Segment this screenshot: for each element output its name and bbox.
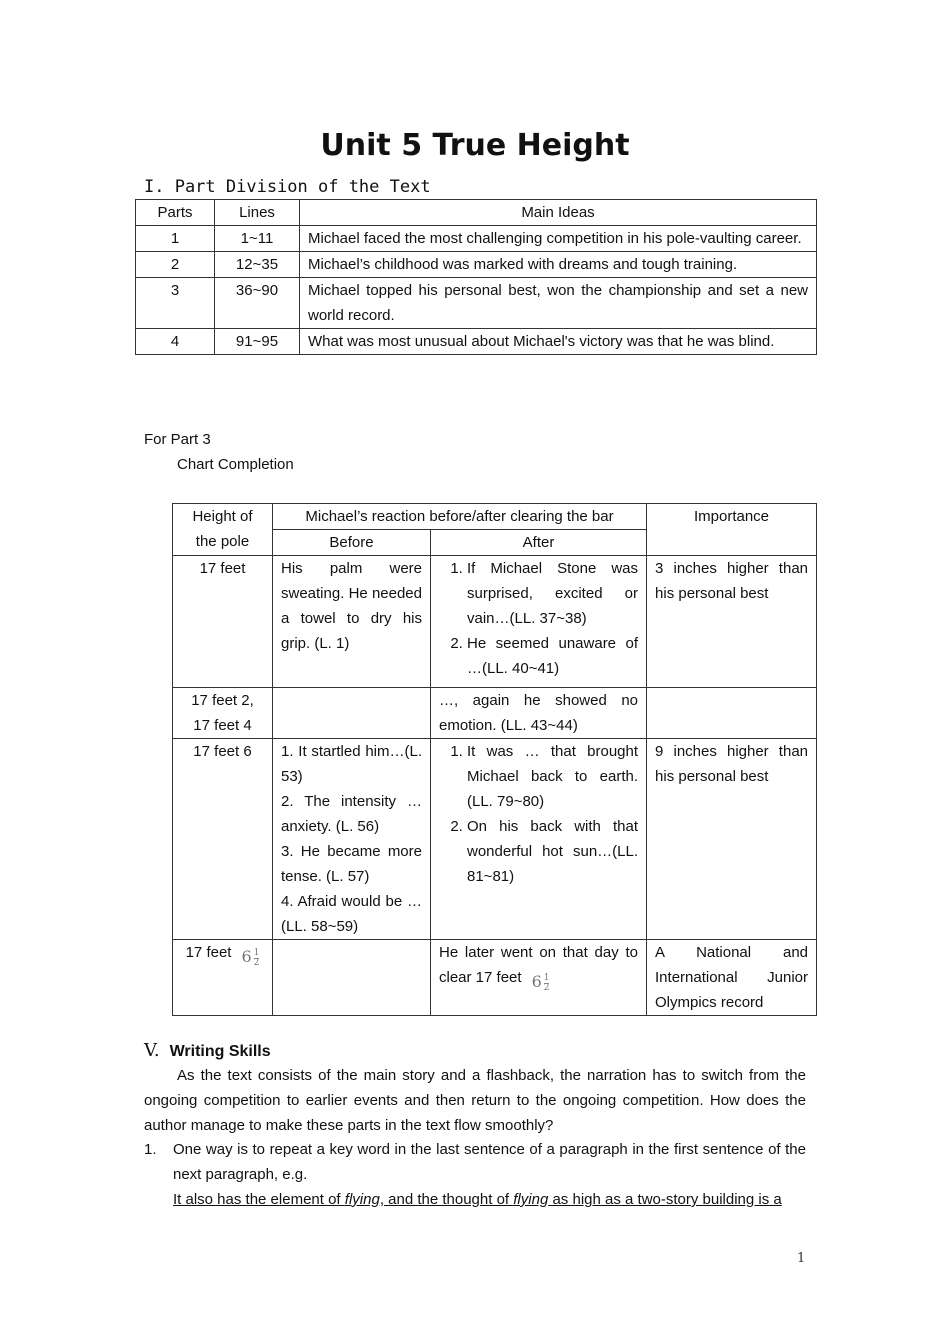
table-row bbox=[173, 556, 817, 688]
table-header-row bbox=[173, 504, 817, 530]
after-cell: …, again he showed no emotion. (LL. 43~44) bbox=[431, 688, 647, 739]
section-number: V. bbox=[144, 1040, 160, 1061]
table-row bbox=[136, 226, 817, 252]
writing-skills-list bbox=[144, 1137, 806, 1212]
lines-cell: 1~11 bbox=[215, 226, 300, 252]
fraction-whole: 6 bbox=[531, 972, 542, 992]
example-emphasis: flying bbox=[344, 1191, 380, 1208]
for-part-label: For Part 3 bbox=[144, 431, 211, 448]
height-text: 17 feet bbox=[185, 944, 232, 961]
example-text: It also has the element of bbox=[173, 1191, 345, 1208]
height-cell: 17 feet bbox=[173, 556, 273, 688]
header-importance: Importance bbox=[647, 504, 817, 556]
section-heading-writing-skills bbox=[144, 1038, 271, 1064]
list-item: 1. If Michael Stone was surprised, excited or vain…(LL. 37~38) bbox=[467, 556, 638, 631]
part-division-table bbox=[135, 199, 817, 355]
part-cell: 1 bbox=[136, 226, 215, 252]
example-text: , and the thought of bbox=[379, 1191, 514, 1208]
main-idea-cell: Michael faced the most challenging competition in his pole-vaulting career. bbox=[300, 226, 817, 252]
part-cell: 3 bbox=[136, 278, 215, 329]
height-line: 17 feet 4 bbox=[193, 717, 252, 734]
list-item: 2. He seemed unaware of …(LL. 40~41) bbox=[467, 631, 638, 681]
table-row bbox=[136, 252, 817, 278]
main-idea-cell: Michael topped his personal best, won the championship and set a new world record. bbox=[300, 278, 817, 329]
before-line: 2. The intensity … anxiety. (L. 56) bbox=[281, 793, 422, 835]
table-row bbox=[173, 940, 817, 1016]
fraction-denominator: 2 bbox=[543, 982, 550, 993]
example-sentence bbox=[173, 1187, 806, 1212]
list-item-text: One way is to repeat a key word in the last sentence of a paragraph in the first sentence of the next paragraph, e.g. bbox=[173, 1141, 806, 1183]
importance-cell: 9 inches higher than his personal best bbox=[647, 739, 817, 940]
after-cell bbox=[431, 556, 647, 688]
part-cell: 2 bbox=[136, 252, 215, 278]
lines-cell: 12~35 bbox=[215, 252, 300, 278]
height-cell bbox=[173, 940, 273, 1016]
header-lines: Lines bbox=[215, 200, 300, 226]
table-row bbox=[173, 739, 817, 940]
list-item-number: 1. bbox=[144, 1141, 157, 1158]
table-row bbox=[136, 329, 817, 355]
fraction-numerator: 1 bbox=[543, 972, 550, 983]
page-number: 1 bbox=[797, 1251, 806, 1266]
header-height: Height of the pole bbox=[173, 504, 273, 556]
importance-cell bbox=[647, 688, 817, 739]
before-cell bbox=[273, 739, 431, 940]
table-row bbox=[136, 278, 817, 329]
before-line: 1. It startled him…(L. 53) bbox=[281, 743, 422, 785]
after-text: He later went on that day to clear 17 feet bbox=[439, 944, 639, 986]
height-line: 17 feet 2, bbox=[191, 692, 254, 709]
chart-completion-label: Chart Completion bbox=[177, 456, 294, 473]
fraction-denominator: 2 bbox=[253, 957, 260, 968]
header-after: After bbox=[431, 530, 647, 556]
lines-cell: 36~90 bbox=[215, 278, 300, 329]
height-cell: 17 feet 6 bbox=[173, 739, 273, 940]
example-text: as high as a two-story building is a bbox=[548, 1191, 782, 1208]
section-label: Writing Skills bbox=[169, 1043, 271, 1060]
fraction bbox=[532, 969, 550, 995]
lines-cell: 91~95 bbox=[215, 329, 300, 355]
before-line: 4. Afraid would be …(LL. 58~59) bbox=[281, 893, 422, 935]
fraction-numerator: 1 bbox=[253, 947, 260, 958]
part-cell: 4 bbox=[136, 329, 215, 355]
main-idea-cell: Michael’s childhood was marked with dreams and tough training. bbox=[300, 252, 817, 278]
fraction bbox=[241, 944, 259, 970]
height-cell bbox=[173, 688, 273, 739]
header-main-ideas: Main Ideas bbox=[300, 200, 817, 226]
fraction-whole: 6 bbox=[241, 947, 252, 967]
after-cell bbox=[431, 739, 647, 940]
page-title: Unit 5 True Height bbox=[320, 128, 630, 163]
list-item: 1. It was … that brought Michael back to earth. (LL. 79~80) bbox=[467, 739, 638, 814]
importance-cell: 3 inches higher than his personal best bbox=[647, 556, 817, 688]
before-line: 3. He became more tense. (L. 57) bbox=[281, 843, 422, 885]
section-heading-part-division: I. Part Division of the Text bbox=[144, 177, 431, 197]
writing-skills-paragraph: As the text consists of the main story and a flashback, the narration has to switch from the ongoing competition to earlier events and then return to the ongoing competition. How does the author manage to make these parts in the text flow smoothly? bbox=[144, 1067, 806, 1134]
header-reaction: Michael’s reaction before/after clearing the bar bbox=[273, 504, 647, 530]
chart-completion-table bbox=[172, 503, 817, 1016]
after-cell bbox=[431, 940, 647, 1016]
table-header-row bbox=[136, 200, 817, 226]
before-cell bbox=[273, 688, 431, 739]
table-row bbox=[173, 688, 817, 739]
before-cell: His palm were sweating. He needed a towel to dry his grip. (L. 1) bbox=[273, 556, 431, 688]
before-cell bbox=[273, 940, 431, 1016]
example-emphasis: flying bbox=[513, 1191, 549, 1208]
header-parts: Parts bbox=[136, 200, 215, 226]
list-item: 2. On his back with that wonderful hot sun…(LL. 81~81) bbox=[467, 814, 638, 889]
main-idea-cell: What was most unusual about Michael's victory was that he was blind. bbox=[300, 329, 817, 355]
header-before: Before bbox=[273, 530, 431, 556]
importance-cell: A National and International Junior Olympics record bbox=[647, 940, 817, 1016]
